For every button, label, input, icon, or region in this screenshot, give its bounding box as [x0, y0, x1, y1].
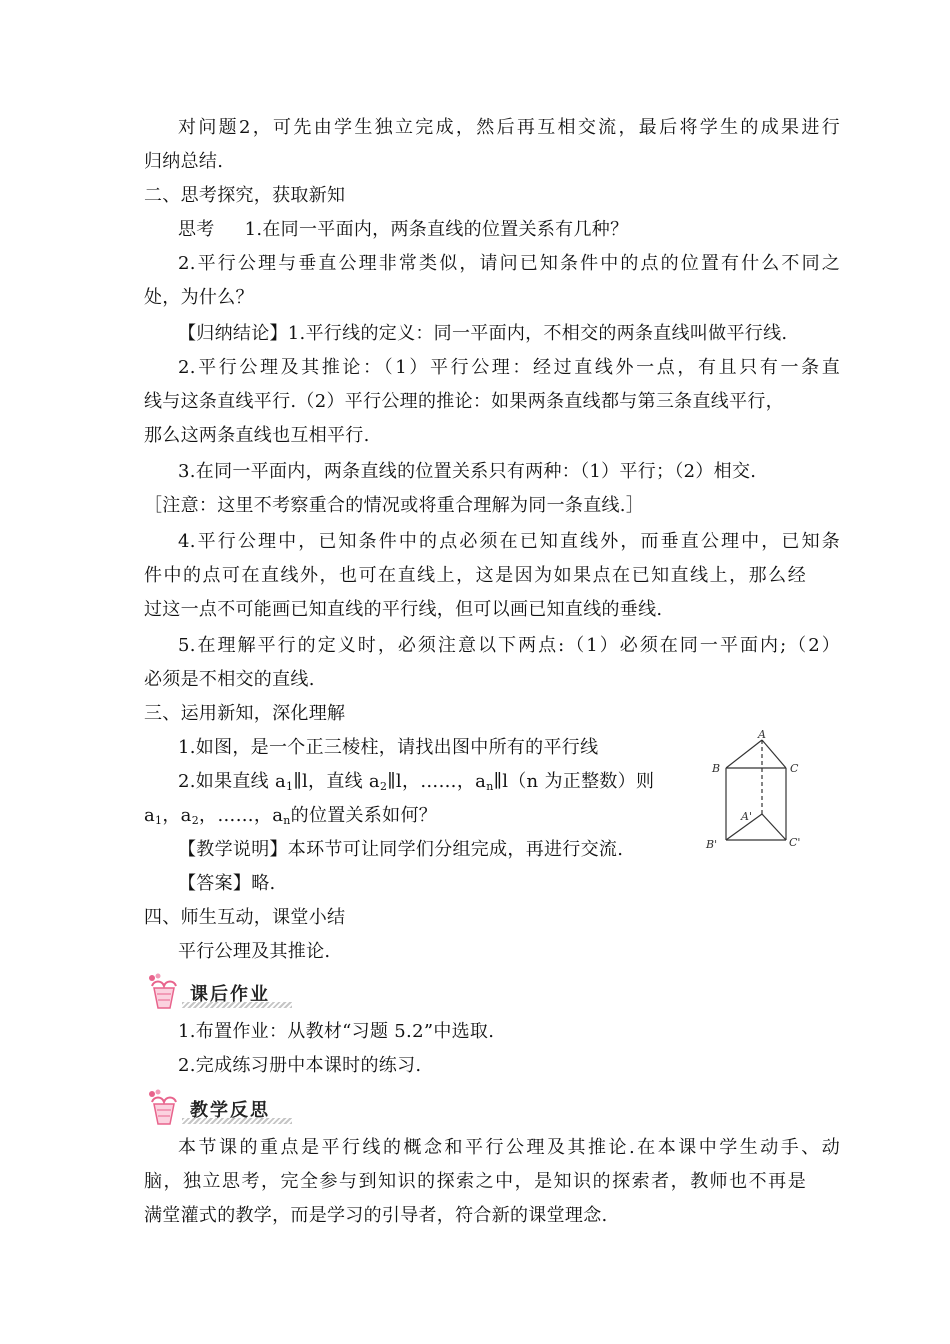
text: ∥l（n 为正整数）则 — [493, 771, 655, 792]
answer: 【答案】略. — [178, 873, 276, 894]
summary: 平行公理及其推论. — [178, 941, 331, 962]
reflection-paragraph: 本节课的重点是平行线的概念和平行公理及其推论.在本课中学生动手、动 — [178, 1137, 840, 1158]
subscript: 1 — [155, 814, 163, 827]
paragraph-line: 那么这两条直线也互相平行. — [144, 425, 370, 446]
exercise-2 — [178, 770, 654, 794]
subscript: n — [283, 814, 291, 827]
label-B: B — [712, 762, 721, 775]
edge-AB — [726, 740, 762, 768]
paragraph-line: 过这一点不可能画已知直线的平行线，但可以画已知直线的垂线. — [144, 599, 663, 620]
subscript: n — [486, 780, 494, 793]
label-B-prime: B' — [706, 838, 718, 851]
edge-A2C2 — [762, 814, 786, 840]
exercise-1: 1.如图，是一个正三棱柱，请找出图中所有的平行线 — [178, 737, 599, 758]
label-C-prime: C' — [789, 836, 801, 849]
reflection-title: 教学反思 — [190, 1100, 270, 1121]
section-heading: 三、运用新知，深化理解 — [144, 703, 346, 724]
think-text: 1.在同一平面内，两条直线的位置关系有几种？ — [244, 219, 629, 240]
conclusion-2: 2.平行公理及其推论：（1）平行公理：经过直线外一点，有且只有一条直 — [178, 357, 840, 378]
text: a — [144, 805, 156, 826]
reflection-banner — [144, 1088, 294, 1128]
paragraph-line: 满堂灌式的教学，而是学习的引导者，符合新的课堂理念. — [144, 1205, 608, 1226]
triangular-prism-figure — [700, 728, 810, 854]
paragraph-line: 对问题2，可先由学生独立完成，然后再互相交流，最后将学生的成果进行 — [178, 117, 840, 138]
conclusion-3: 3.在同一平面内，两条直线的位置关系只有两种：（1）平行；（2）相交. — [178, 461, 757, 482]
conclusion-4: 4.平行公理中，已知条件中的点必须在已知直线外，而垂直公理中，已知条 — [178, 531, 840, 552]
paragraph-line: 线与这条直线平行.（2）平行公理的推论：如果两条直线都与第三条直线平行， — [144, 391, 784, 412]
paragraph-line: 脑，独立思考，完全参与到知识的探索之中，是知识的探索者，教师也不再是 — [144, 1171, 806, 1192]
paragraph-line: 必须是不相交的直线. — [144, 669, 315, 690]
text: ，……，a — [199, 805, 284, 826]
subscript: 1 — [286, 780, 294, 793]
section-heading: 二、思考探究，获取新知 — [144, 185, 346, 206]
paragraph-line: 处，为什么？ — [144, 287, 254, 308]
exercise-2-line-2 — [144, 804, 437, 828]
homework-title: 课后作业 — [190, 984, 270, 1005]
homework-banner — [144, 972, 294, 1012]
note-line: ［注意：这里不考察重合的情况或将重合理解为同一条直线.］ — [144, 495, 645, 516]
text: ∥l，……，a — [387, 771, 487, 792]
label-A: A — [758, 728, 766, 741]
think-question-2: 2.平行公理与垂直公理非常类似，请问已知条件中的点的位置有什么不同之 — [178, 253, 840, 274]
teaching-note: 【教学说明】本环节可让同学们分组完成，再进行交流. — [178, 839, 624, 860]
subscript: 2 — [379, 780, 388, 793]
text: ，a — [162, 805, 192, 826]
think-label: 思考 — [178, 219, 215, 240]
subscript: 2 — [191, 814, 200, 827]
flower-pot-icon — [144, 972, 184, 1012]
section-heading: 四、师生互动，课堂小结 — [144, 907, 346, 928]
paragraph-line: 归纳总结. — [144, 151, 224, 172]
conclusion-5: 5.在理解平行的定义时，必须注意以下两点:（1）必须在同一平面内;（2） — [178, 635, 840, 656]
homework-item: 1.布置作业：从教材“习题 5.2”中选取. — [178, 1021, 495, 1042]
paragraph-line: 件中的点可在直线外，也可在直线上，这是因为如果点在已知直线上，那么经 — [144, 565, 806, 586]
text: 的位置关系如何？ — [290, 805, 438, 826]
think-question-1 — [178, 218, 628, 242]
conclusion-1: 【归纳结论】1.平行线的定义：同一平面内，不相交的两条直线叫做平行线. — [178, 323, 788, 344]
text: ∥l，直线 a — [293, 771, 380, 792]
flower-pot-icon — [144, 1088, 184, 1128]
text: 2.如果直线 a — [178, 771, 287, 792]
label-C: C — [790, 762, 799, 775]
label-A-prime: A' — [741, 810, 752, 823]
edge-AC — [762, 740, 786, 768]
homework-item: 2.完成练习册中本课时的练习. — [178, 1055, 422, 1076]
